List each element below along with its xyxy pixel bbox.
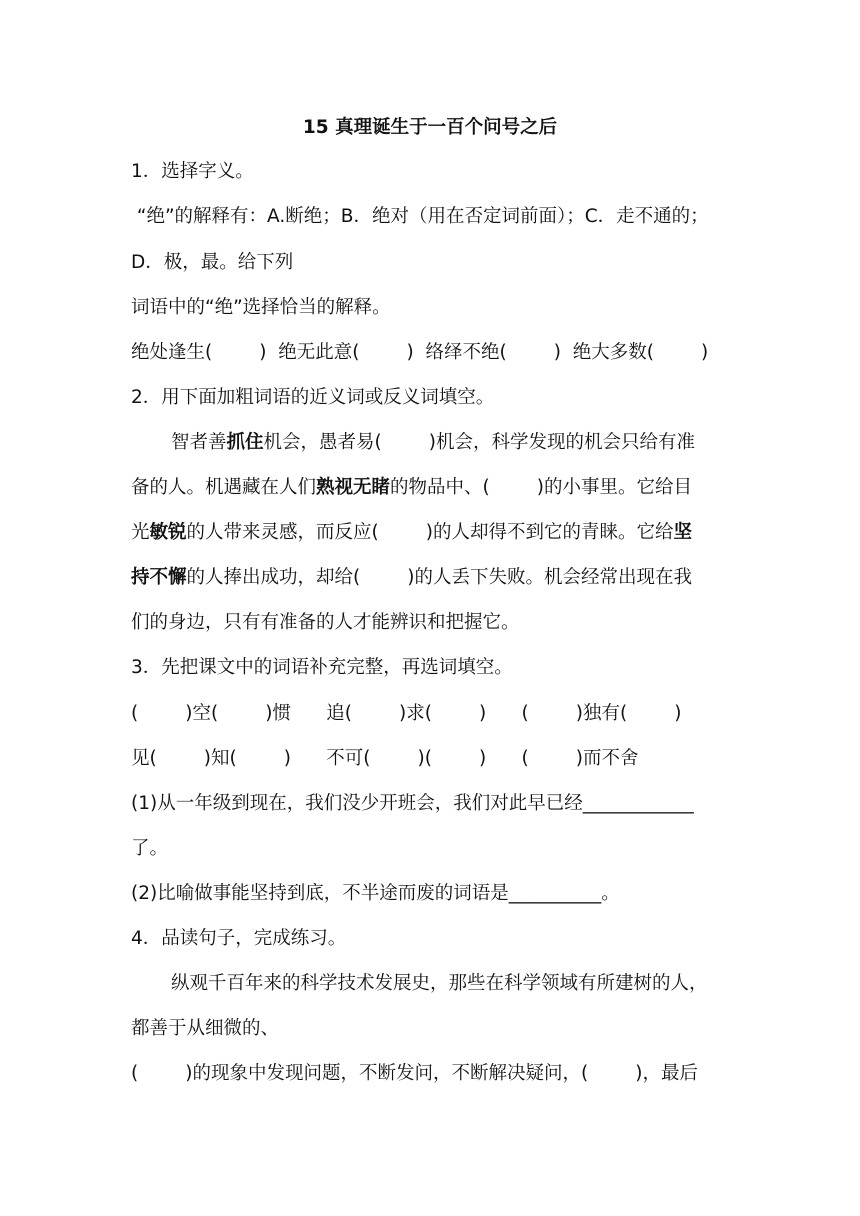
text-run: 机会，愚者易( )机会，科学发现的机会只给有准 [263, 432, 696, 453]
q4-passage-line2: 都善于从细微的、 [131, 1018, 280, 1039]
text-run: 的物品中、( )的小事里。它给目 [390, 477, 693, 498]
q3-word-row2: 见( )知( ) 不可( )( ) ( )而不舍 [131, 748, 639, 769]
text-run: 光 [131, 522, 150, 543]
q4-passage-line1: 纵观千百年来的科学技术发展史，那些在科学领域有所建树的人， [171, 973, 708, 994]
text-run: 的人捧出成功，却给( )的人丢下失败。机会经常出现在我 [186, 567, 692, 588]
q3-heading: 3．先把课文中的词语补充完整，再选词填空。 [131, 657, 513, 678]
q1-definitions-line1: “绝”的解释有：A.断绝；B．绝对（用在否定词前面）；C．走不通的； [131, 206, 709, 227]
q4-passage-line3: ( )的现象中发现问题，不断发问，不断解决疑问，( )，最后 [131, 1063, 698, 1084]
q1-heading: 1．选择字义。 [131, 161, 254, 182]
q2-paragraph-line3 [131, 521, 692, 545]
bold-word: 敏锐 [149, 522, 187, 543]
q2-paragraph-line2 [131, 476, 692, 500]
q3-sentence1: (1)从一年级到现在，我们没少开班会，我们对此早已经____________ [131, 793, 694, 814]
bold-word: 抓住 [226, 432, 264, 453]
text-run: 的人带来灵感，而反应( )的人却得不到它的青睐。它给 [186, 522, 674, 543]
page-title: 15 真理诞生于一百个问号之后 [302, 117, 558, 138]
q2-heading: 2．用下面加粗词语的近义词或反义词填空。 [131, 387, 495, 408]
bold-word: 熟视无睹 [316, 477, 391, 498]
bold-word: 持不懈 [131, 567, 187, 588]
q3-sentence1-end: 了。 [131, 838, 169, 859]
q2-paragraph-line1 [171, 431, 695, 455]
q3-word-row1: ( )空( )惯 追( )求( ) ( )独有( ) [131, 703, 682, 724]
q1-definitions-line2: D．极，最。给下列 [131, 252, 294, 273]
text-run: 备的人。机遇藏在人们 [131, 477, 317, 498]
q3-sentence2: (2)比喻做事能坚持到底，不半途而废的词语是__________。 [131, 883, 620, 904]
q4-heading: 4．品读句子，完成练习。 [131, 928, 347, 949]
bold-word: 坚 [673, 522, 693, 543]
q1-word-items: 绝处逢生( ) 绝无此意( ) 络绎不绝( ) 绝大多数( ) [131, 342, 709, 363]
text-run: 智者善 [171, 432, 227, 453]
q1-instruction: 词语中的“绝”选择恰当的解释。 [131, 297, 391, 318]
q2-paragraph-line5: 们的身边，只有有准备的人才能辨识和把握它。 [131, 612, 520, 633]
q2-paragraph-line4 [131, 566, 692, 590]
